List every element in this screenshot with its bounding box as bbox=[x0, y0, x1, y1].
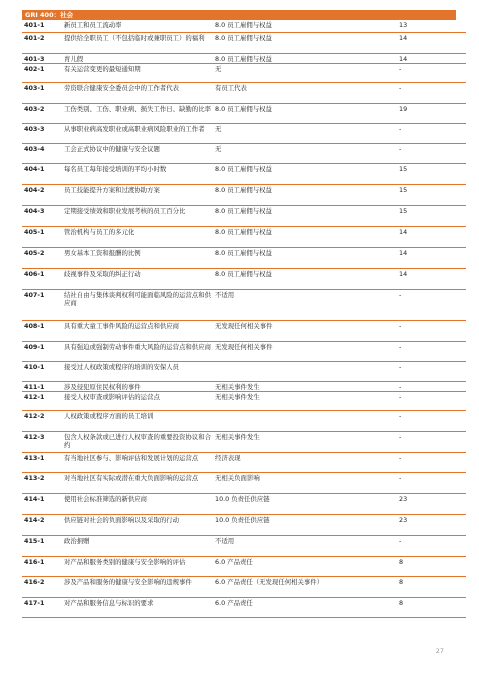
report-section: 不适用 bbox=[213, 289, 397, 320]
disclosure-description: 使用社会标准筛选的新供应商 bbox=[62, 493, 213, 514]
report-section: 8.0 员工雇佣与权益 bbox=[213, 32, 397, 53]
table-row bbox=[22, 184, 466, 205]
disclosure-description: 定期接受绩效和职业发展考核的员工百分比 bbox=[62, 205, 213, 226]
disclosure-description: 新员工和员工流动率 bbox=[62, 20, 213, 32]
report-section: 无相关事件发生 bbox=[213, 381, 397, 391]
disclosure-description: 政治捐赠 bbox=[62, 535, 213, 556]
disclosure-code: 403-1 bbox=[22, 82, 62, 103]
report-section: 无 bbox=[213, 63, 397, 82]
report-section bbox=[213, 410, 397, 431]
disclosure-code: 403-2 bbox=[22, 103, 62, 123]
page-reference: - bbox=[397, 361, 466, 381]
report-section: 6.0 产品责任 bbox=[213, 597, 397, 617]
disclosure-description: 歧视事件及采取的纠正行动 bbox=[62, 268, 213, 289]
report-section: 8.0 员工雇佣与权益 bbox=[213, 163, 397, 184]
page-reference: 15 bbox=[397, 163, 466, 184]
page-reference: 19 bbox=[397, 103, 466, 123]
report-section: 8.0 员工雇佣与权益 bbox=[213, 268, 397, 289]
report-section: 10.0 负责任供应链 bbox=[213, 514, 397, 535]
disclosure-code: 407-1 bbox=[22, 289, 62, 320]
page-reference: - bbox=[397, 341, 466, 361]
disclosure-description: 供应链对社会的负面影响以及采取的行动 bbox=[62, 514, 213, 535]
disclosure-description: 工会正式协议中的健康与安全议题 bbox=[62, 143, 213, 163]
disclosure-code: 405-1 bbox=[22, 226, 62, 247]
disclosure-description: 从事职业病高发职业或高职业病风险职业的工作者 bbox=[62, 123, 213, 143]
disclosure-code: 412-1 bbox=[22, 391, 62, 410]
table-row bbox=[22, 556, 466, 576]
page-reference: - bbox=[397, 82, 466, 103]
disclosure-description: 每名员工每年接受培训的平均小时数 bbox=[62, 163, 213, 184]
gri-index-page bbox=[22, 10, 456, 618]
report-section: 经济表现 bbox=[213, 452, 397, 472]
table-row bbox=[22, 103, 466, 123]
page-number: 27 bbox=[435, 647, 444, 655]
disclosure-code: 405-2 bbox=[22, 247, 62, 268]
disclosure-description: 对产品和服务类别的健康与安全影响的评估 bbox=[62, 556, 213, 576]
table-row bbox=[22, 143, 466, 163]
page-reference: - bbox=[397, 289, 466, 320]
report-section: 8.0 员工雇佣与权益 bbox=[213, 103, 397, 123]
disclosure-description: 涉及侵犯原住民权利的事件 bbox=[62, 381, 213, 391]
disclosure-description: 接受人权审查或影响评估的运营点 bbox=[62, 391, 213, 410]
table-row bbox=[22, 20, 466, 32]
table-row bbox=[22, 472, 466, 493]
table-row bbox=[22, 535, 466, 556]
disclosure-description: 具有重大童工事件风险的运营点和供应商 bbox=[62, 320, 213, 341]
page-reference: 15 bbox=[397, 205, 466, 226]
page-reference: - bbox=[397, 320, 466, 341]
gri-index-table bbox=[22, 20, 466, 618]
table-row bbox=[22, 597, 466, 617]
disclosure-description: 劳资联合健康安全委员会中的工作者代表 bbox=[62, 82, 213, 103]
disclosure-description: 工伤类别、工伤、职业病、损失工作日、缺勤的比率 bbox=[62, 103, 213, 123]
disclosure-description: 员工技能提升方案和过渡协助方案 bbox=[62, 184, 213, 205]
report-section: 8.0 员工雇佣与权益 bbox=[213, 205, 397, 226]
page-reference: 15 bbox=[397, 184, 466, 205]
page-reference: 14 bbox=[397, 247, 466, 268]
disclosure-code: 412-3 bbox=[22, 431, 62, 452]
table-row bbox=[22, 452, 466, 472]
table-row bbox=[22, 431, 466, 452]
table-row bbox=[22, 247, 466, 268]
table-row bbox=[22, 205, 466, 226]
table-row bbox=[22, 381, 466, 391]
disclosure-code: 401-1 bbox=[22, 20, 62, 32]
disclosure-code: 411-1 bbox=[22, 381, 62, 391]
disclosure-code: 404-2 bbox=[22, 184, 62, 205]
page-reference: 14 bbox=[397, 53, 466, 63]
disclosure-code: 413-2 bbox=[22, 472, 62, 493]
report-section: 有员工代表 bbox=[213, 82, 397, 103]
disclosure-code: 416-1 bbox=[22, 556, 62, 576]
disclosure-description: 接受过人权政策或程序的培训的安保人员 bbox=[62, 361, 213, 381]
page-reference: 23 bbox=[397, 493, 466, 514]
disclosure-description: 涉及产品和服务的健康与安全影响的违规事件 bbox=[62, 576, 213, 597]
page-reference: - bbox=[397, 391, 466, 410]
disclosure-code: 414-1 bbox=[22, 493, 62, 514]
page-reference: 8 bbox=[397, 597, 466, 617]
page-reference: 23 bbox=[397, 514, 466, 535]
disclosure-description: 提供给全职员工（不包括临时或兼职员工）的福利 bbox=[62, 32, 213, 53]
page-reference: - bbox=[397, 143, 466, 163]
disclosure-code: 412-2 bbox=[22, 410, 62, 431]
table-row bbox=[22, 361, 466, 381]
report-section: 无发现任何相关事件 bbox=[213, 320, 397, 341]
report-section: 无 bbox=[213, 143, 397, 163]
disclosure-code: 413-1 bbox=[22, 452, 62, 472]
page-reference: - bbox=[397, 431, 466, 452]
disclosure-description: 对当地社区有实际或潜在重大负面影响的运营点 bbox=[62, 472, 213, 493]
report-section: 不适用 bbox=[213, 535, 397, 556]
table-row bbox=[22, 289, 466, 320]
table-row bbox=[22, 320, 466, 341]
page-reference: - bbox=[397, 410, 466, 431]
disclosure-code: 417-1 bbox=[22, 597, 62, 617]
disclosure-code: 402-1 bbox=[22, 63, 62, 82]
disclosure-code: 410-1 bbox=[22, 361, 62, 381]
report-section: 8.0 员工雇佣与权益 bbox=[213, 184, 397, 205]
report-section: 8.0 员工雇佣与权益 bbox=[213, 247, 397, 268]
disclosure-code: 404-1 bbox=[22, 163, 62, 184]
disclosure-code: 401-2 bbox=[22, 32, 62, 53]
disclosure-description: 男女基本工资和报酬的比例 bbox=[62, 247, 213, 268]
report-section: 8.0 员工雇佣与权益 bbox=[213, 226, 397, 247]
disclosure-code: 415-1 bbox=[22, 535, 62, 556]
disclosure-code: 406-1 bbox=[22, 268, 62, 289]
disclosure-code: 403-4 bbox=[22, 143, 62, 163]
table-row bbox=[22, 341, 466, 361]
table-row bbox=[22, 576, 466, 597]
disclosure-code: 404-3 bbox=[22, 205, 62, 226]
page-reference: 14 bbox=[397, 268, 466, 289]
report-section: 6.0 产品责任 bbox=[213, 556, 397, 576]
page-reference: - bbox=[397, 535, 466, 556]
table-row bbox=[22, 226, 466, 247]
table-row bbox=[22, 123, 466, 143]
page-reference: - bbox=[397, 63, 466, 82]
report-section: 无相关事件发生 bbox=[213, 431, 397, 452]
disclosure-description: 对产品和服务信息与标识的要求 bbox=[62, 597, 213, 617]
table-row bbox=[22, 63, 466, 82]
page-reference: 14 bbox=[397, 226, 466, 247]
report-section: 6.0 产品责任（无发现任何相关事件） bbox=[213, 576, 397, 597]
table-row bbox=[22, 53, 466, 63]
disclosure-description: 有当地社区参与、影响评估和发展计划的运营点 bbox=[62, 452, 213, 472]
page-reference: 8 bbox=[397, 556, 466, 576]
report-section: 8.0 员工雇佣与权益 bbox=[213, 20, 397, 32]
table-row bbox=[22, 410, 466, 431]
disclosure-description: 育儿假 bbox=[62, 53, 213, 63]
disclosure-description: 人权政策或程序方面的员工培训 bbox=[62, 410, 213, 431]
disclosure-description: 包含人权条款或已进行人权审查的重要投资协议和合约 bbox=[62, 431, 213, 452]
report-section bbox=[213, 361, 397, 381]
disclosure-description: 结社自由与集体谈判权利可能面临风险的运营点和供应商 bbox=[62, 289, 213, 320]
table-row bbox=[22, 391, 466, 410]
report-section: 无相关事件发生 bbox=[213, 391, 397, 410]
disclosure-description: 管治机构与员工的多元化 bbox=[62, 226, 213, 247]
report-section: 8.0 员工雇佣与权益 bbox=[213, 53, 397, 63]
table-row bbox=[22, 82, 466, 103]
page-reference: 8 bbox=[397, 576, 466, 597]
report-section: 无相关负面影响 bbox=[213, 472, 397, 493]
table-row bbox=[22, 32, 466, 53]
disclosure-code: 403-3 bbox=[22, 123, 62, 143]
page-reference: - bbox=[397, 452, 466, 472]
report-section: 无发现任何相关事件 bbox=[213, 341, 397, 361]
disclosure-code: 414-2 bbox=[22, 514, 62, 535]
report-section: 10.0 负责任供应链 bbox=[213, 493, 397, 514]
section-header: GRI 400：社会 bbox=[22, 10, 456, 20]
table-row bbox=[22, 493, 466, 514]
page-reference: 14 bbox=[397, 32, 466, 53]
page-reference: - bbox=[397, 123, 466, 143]
page-reference: - bbox=[397, 381, 466, 391]
disclosure-code: 409-1 bbox=[22, 341, 62, 361]
table-row bbox=[22, 268, 466, 289]
disclosure-code: 416-2 bbox=[22, 576, 62, 597]
disclosure-code: 408-1 bbox=[22, 320, 62, 341]
disclosure-code: 401-3 bbox=[22, 53, 62, 63]
report-section: 无 bbox=[213, 123, 397, 143]
table-row bbox=[22, 514, 466, 535]
disclosure-description: 具有强迫或强制劳动事件重大风险的运营点和供应商 bbox=[62, 341, 213, 361]
page-reference: - bbox=[397, 472, 466, 493]
table-row bbox=[22, 163, 466, 184]
page-reference: 13 bbox=[397, 20, 466, 32]
disclosure-description: 有关运营变更的最短通知期 bbox=[62, 63, 213, 82]
